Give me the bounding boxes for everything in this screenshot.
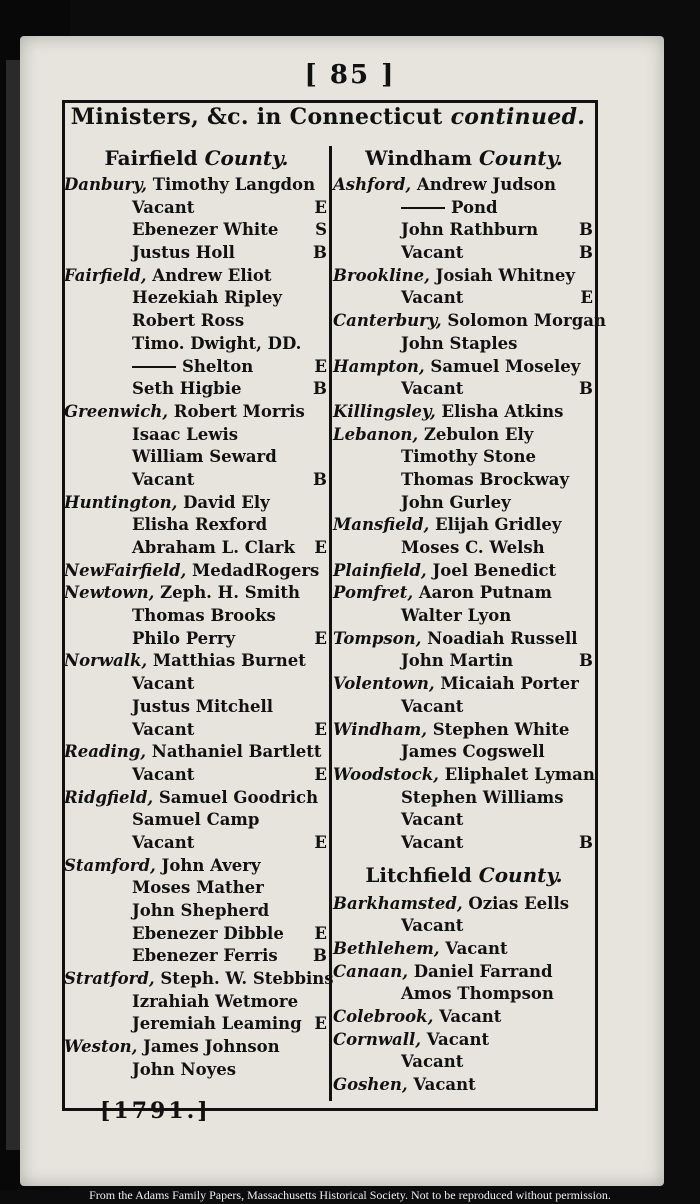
minister-name: Ebenezer Dibble <box>132 923 284 943</box>
town-name: Canterbury, <box>333 311 442 331</box>
denomination-mark: E <box>314 197 327 217</box>
minister-name: Seth Higbie <box>132 379 242 399</box>
minister-name: Moses Mather <box>132 878 264 898</box>
minister-name: Vacant <box>132 719 195 739</box>
denomination-mark: E <box>314 356 327 376</box>
minister-name: Robert Morris <box>173 401 305 421</box>
list-item <box>64 537 329 560</box>
list-item <box>64 582 329 605</box>
minister-name: James Johnson <box>143 1037 280 1057</box>
denomination-mark: S <box>315 220 327 240</box>
town-name: Pomfret, <box>333 583 414 603</box>
minister-name: Ebenezer White <box>132 220 279 240</box>
name-dash <box>132 366 176 368</box>
minister-name: Vacant <box>401 810 464 830</box>
list-item <box>64 1013 329 1036</box>
name-dash <box>401 207 445 209</box>
minister-name: Vacant <box>132 469 195 489</box>
list-item <box>333 673 595 696</box>
heading-continued: continued. <box>450 104 586 130</box>
list-item <box>333 915 595 938</box>
town-name: Barkhamsted, <box>333 893 463 913</box>
minister-name: Moses C. Welsh <box>401 538 545 557</box>
minister-name: Elisha Atkins <box>441 401 564 421</box>
list-item <box>333 650 595 673</box>
minister-name: Daniel Farrand <box>413 961 553 981</box>
denomination-mark: B <box>579 243 593 263</box>
minister-name: Vacant <box>401 379 464 399</box>
minister-name: Isaac Lewis <box>132 424 239 444</box>
list-item <box>64 197 329 220</box>
right-column <box>333 142 606 1097</box>
list-item <box>64 673 329 696</box>
list-item <box>333 1006 595 1029</box>
list-item <box>64 719 329 742</box>
list-item <box>64 809 329 832</box>
list-item <box>64 991 329 1014</box>
town-name: Colebrook, <box>333 1007 434 1027</box>
minister-name: Samuel Goodrich <box>158 787 319 807</box>
minister-name: John Shepherd <box>132 901 270 920</box>
denomination-mark: B <box>313 469 327 489</box>
list-item <box>333 424 595 447</box>
town-name: NewFairfield, <box>64 560 187 580</box>
list-item <box>64 968 334 991</box>
minister-name: Vacant <box>445 939 508 958</box>
list-item <box>64 877 329 900</box>
list-item <box>333 356 595 379</box>
minister-name: Vacant <box>426 1029 490 1049</box>
list-item <box>64 174 329 197</box>
list-item <box>333 265 595 288</box>
minister-name: John Staples <box>401 333 518 353</box>
minister-name: Justus Mitchell <box>132 696 273 716</box>
list-item <box>64 764 329 787</box>
list-item <box>333 514 595 537</box>
minister-name: Abraham L. Clark <box>132 538 295 557</box>
town-name: Brookline, <box>333 265 430 285</box>
county-heading-windham <box>333 142 595 174</box>
minister-surname: Shelton <box>182 356 254 376</box>
list-item <box>333 605 595 628</box>
minister-name: Andrew Eliot <box>152 265 272 285</box>
list-item <box>333 492 595 515</box>
list-item <box>64 923 329 946</box>
list-item <box>333 197 595 220</box>
list-item <box>333 832 595 855</box>
list-item <box>333 764 595 787</box>
minister-name: William Seward <box>132 447 277 467</box>
minister-name: MedadRogers <box>192 560 320 580</box>
county-suffix: County. <box>479 146 563 170</box>
minister-name: Solomon Morgan <box>447 311 606 331</box>
minister-name: Stephen White <box>432 719 570 739</box>
minister-name: John Noyes <box>132 1059 237 1079</box>
list-item <box>333 1029 595 1052</box>
list-item <box>64 855 329 878</box>
town-name: Greenwich, <box>64 401 169 421</box>
county-heading-litchfield <box>333 857 595 893</box>
minister-name: Stephen Williams <box>401 787 564 807</box>
list-item <box>64 1059 329 1082</box>
list-item <box>333 961 595 984</box>
county-suffix: County. <box>478 862 563 887</box>
town-name: Lebanon, <box>333 424 419 444</box>
list-item <box>333 446 595 469</box>
list-item <box>64 356 329 379</box>
list-item <box>64 696 329 719</box>
minister-surname: Pond <box>451 197 498 217</box>
town-name: Canaan, <box>333 961 408 981</box>
minister-name: Elisha Rexford <box>132 515 268 535</box>
town-name: Huntington, <box>64 492 178 512</box>
minister-name: Walter Lyon <box>401 606 512 626</box>
minister-name: Zeph. H. Smith <box>160 583 301 603</box>
year-signature: [1791.] <box>100 1098 211 1124</box>
footer-credit: From the Adams Family Papers, Massachusetts Historical Society. Not to be reproduced without permission. <box>89 1188 611 1202</box>
town-name: Norwalk, <box>64 651 148 671</box>
minister-name: Vacant <box>401 696 464 716</box>
denomination-mark: B <box>579 220 593 240</box>
heading-main: Ministers, &c. in Connecticut <box>70 104 443 130</box>
minister-name: Hezekiah Ripley <box>132 288 282 308</box>
list-item <box>64 310 329 333</box>
list-item <box>64 832 329 855</box>
list-item <box>64 219 329 242</box>
denomination-mark: E <box>314 923 327 943</box>
minister-name: Noadiah Russell <box>427 628 578 648</box>
town-name: Tompson, <box>333 628 422 648</box>
minister-name: John Martin <box>401 651 514 671</box>
denomination-mark: B <box>579 651 593 671</box>
list-item <box>333 582 595 605</box>
minister-name: Thomas Brooks <box>132 606 276 626</box>
denomination-mark: E <box>314 719 327 739</box>
minister-name: Joel Benedict <box>432 560 557 580</box>
list-item <box>64 605 329 628</box>
right-minister-list <box>333 174 606 855</box>
county-name: Windham <box>365 146 473 170</box>
minister-name: Timo. Dwight, DD. <box>132 333 302 353</box>
county-suffix: County. <box>204 146 289 170</box>
minister-name <box>132 357 253 376</box>
minister-name: Vacant <box>413 1075 476 1095</box>
minister-name: Zebulon Ely <box>423 424 534 444</box>
list-item <box>333 1051 595 1074</box>
list-item <box>333 741 595 764</box>
list-item <box>64 514 329 537</box>
county-name: Litchfield <box>365 862 472 887</box>
list-item <box>333 287 595 310</box>
town-name: Reading, <box>64 742 146 762</box>
minister-name: Vacant <box>401 243 464 263</box>
minister-name: David Ely <box>183 492 270 512</box>
list-item <box>333 469 595 492</box>
county-heading-fairfield <box>64 142 329 174</box>
list-item <box>64 650 329 673</box>
list-item <box>333 893 595 916</box>
minister-name: Micaiah Porter <box>440 674 579 694</box>
town-name: Fairfield, <box>64 265 147 285</box>
minister-name: Izrahiah Wetmore <box>132 991 299 1011</box>
minister-name: Vacant <box>401 288 464 308</box>
denomination-mark: B <box>579 379 593 399</box>
minister-name: Jeremiah Leaming <box>132 1014 302 1034</box>
list-item <box>64 401 329 424</box>
town-name: Weston, <box>64 1037 138 1057</box>
minister-name: Ebenezer Ferris <box>132 946 278 966</box>
denomination-mark: E <box>314 832 327 852</box>
denomination-mark: B <box>313 946 327 966</box>
list-item <box>333 787 595 810</box>
town-name: Windham, <box>333 719 427 739</box>
list-item <box>64 287 329 310</box>
town-name: Ridgfield, <box>64 787 154 807</box>
list-item <box>333 219 595 242</box>
minister-name: Vacant <box>132 674 195 694</box>
minister-name: Andrew Judson <box>416 175 557 194</box>
town-name: Stamford, <box>64 855 156 875</box>
denomination-mark: E <box>314 538 327 557</box>
town-name: Bethlehem, <box>333 939 440 958</box>
list-item <box>333 628 595 651</box>
list-item <box>333 378 595 401</box>
town-name: Volentown, <box>333 674 435 694</box>
town-name: Goshen, <box>333 1075 408 1095</box>
list-item <box>333 938 595 961</box>
minister-name: Vacant <box>132 197 195 217</box>
list-item <box>64 333 329 356</box>
list-item <box>333 174 595 197</box>
town-name: Mansfield, <box>333 515 430 535</box>
list-item <box>64 560 329 583</box>
minister-name: Samuel Camp <box>132 810 260 830</box>
town-name: Stratford, <box>64 969 155 989</box>
list-item <box>64 945 329 968</box>
list-item <box>333 809 595 832</box>
minister-name: Vacant <box>439 1007 502 1027</box>
county-name: Fairfield <box>104 146 198 170</box>
denomination-mark: B <box>313 379 327 399</box>
list-item <box>333 537 595 560</box>
minister-name: Aaron Putnam <box>418 583 552 603</box>
town-name: Plainfield, <box>333 560 427 580</box>
list-item <box>64 424 329 447</box>
minister-name: Thomas Brockway <box>401 469 570 489</box>
list-item <box>333 1074 595 1097</box>
town-name: Newtown, <box>64 583 155 603</box>
minister-name: John Gurley <box>401 492 511 512</box>
minister-name: John Avery <box>161 855 261 875</box>
list-item <box>64 378 329 401</box>
list-item <box>64 628 329 651</box>
minister-name: Vacant <box>401 1052 464 1072</box>
list-item <box>333 310 606 333</box>
list-item <box>64 242 329 265</box>
minister-name: Vacant <box>132 764 195 784</box>
town-name: Danbury, <box>64 175 147 194</box>
denomination-mark: B <box>313 243 327 263</box>
denomination-mark: E <box>580 288 593 308</box>
denomination-mark: E <box>314 628 327 648</box>
page-heading <box>64 104 592 130</box>
minister-name: Steph. W. Stebbins <box>160 969 334 989</box>
list-item <box>333 401 595 424</box>
list-item <box>64 787 329 810</box>
list-item <box>333 696 595 719</box>
minister-name: Josiah Whitney <box>435 265 575 285</box>
minister-name: Philo Perry <box>132 628 236 648</box>
list-item <box>64 741 329 764</box>
list-item <box>333 983 595 1006</box>
minister-name: Samuel Moseley <box>430 356 581 376</box>
town-name: Killingsley, <box>333 401 436 421</box>
list-item <box>333 719 595 742</box>
denomination-mark: E <box>314 764 327 784</box>
town-name: Woodstock, <box>333 764 439 784</box>
left-minister-list <box>64 174 334 1082</box>
list-item <box>64 900 329 923</box>
minister-name: John Rathburn <box>401 220 539 240</box>
column-divider <box>329 146 332 1101</box>
minister-name: Vacant <box>401 832 464 852</box>
minister-name: Robert Ross <box>132 311 245 331</box>
page-number: [ 85 ] <box>304 60 396 90</box>
town-name: Ashford, <box>333 175 412 194</box>
minister-name: James Cogswell <box>401 742 545 762</box>
list-item <box>64 265 329 288</box>
minister-name: Nathaniel Bartlett <box>151 742 322 762</box>
town-name: Hampton, <box>333 356 425 376</box>
minister-name: Ozias Eells <box>468 893 569 913</box>
minister-name: Timothy Stone <box>401 447 536 467</box>
minister-name: Vacant <box>132 832 195 852</box>
town-name: Cornwall, <box>333 1029 422 1049</box>
list-item <box>333 242 595 265</box>
left-column <box>64 142 334 1082</box>
list-item <box>333 560 595 583</box>
minister-name: Eliphalet Lyman <box>444 764 595 784</box>
list-item <box>64 492 329 515</box>
list-item <box>64 446 329 469</box>
minister-name: Timothy Langdon <box>152 175 316 194</box>
list-item <box>64 469 329 492</box>
minister-name <box>401 198 498 217</box>
right-minister-list-litchfield <box>333 893 595 1097</box>
list-item <box>333 333 595 356</box>
minister-name: Vacant <box>401 916 464 936</box>
minister-name: Justus Holl <box>132 243 235 263</box>
denomination-mark: B <box>579 832 593 852</box>
list-item <box>64 1036 329 1059</box>
minister-name: Elijah Gridley <box>435 515 562 535</box>
minister-name: Amos Thompson <box>401 984 554 1004</box>
minister-name: Matthias Burnet <box>152 651 306 671</box>
denomination-mark: E <box>314 1014 327 1034</box>
